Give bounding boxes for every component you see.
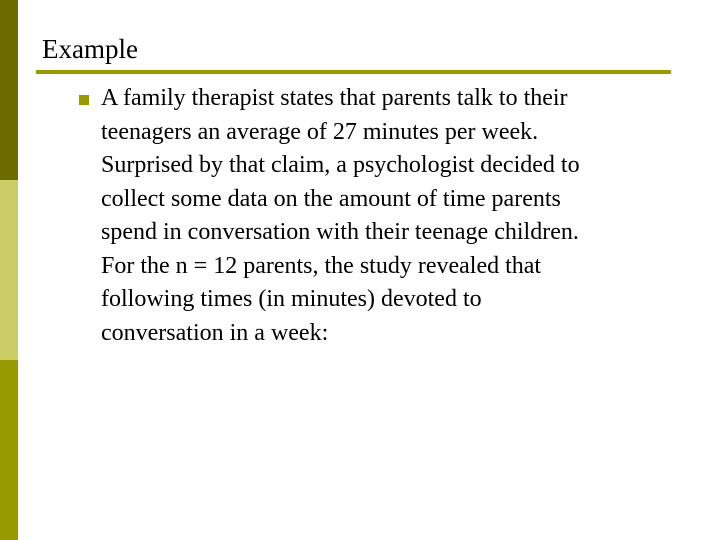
- bullet-line: collect some data on the amount of time parents: [101, 185, 561, 212]
- left-stripe-top: [0, 0, 18, 180]
- bullet-line: Surprised by that claim, a psychologist decided to: [101, 152, 580, 178]
- bullet-line: teenagers an average of 27 minutes per week.: [101, 118, 539, 145]
- left-stripe-bottom: [0, 360, 18, 540]
- bullet-line: conversation in a week:: [101, 319, 329, 346]
- bullet-line: For the n = 12 parents, the study revealed that: [101, 252, 542, 279]
- bullet-paragraph: [101, 82, 676, 350]
- slide-title: Example: [42, 34, 138, 64]
- left-stripe-middle: [0, 180, 18, 360]
- bullet-line: spend in conversation with their teenage children.: [101, 219, 579, 245]
- title-underline: [36, 70, 671, 74]
- bullet-line: A family therapist states that parents talk to their: [101, 85, 568, 111]
- bullet-line: following times (in minutes) devoted to: [101, 286, 482, 312]
- square-bullet-icon: [79, 95, 89, 105]
